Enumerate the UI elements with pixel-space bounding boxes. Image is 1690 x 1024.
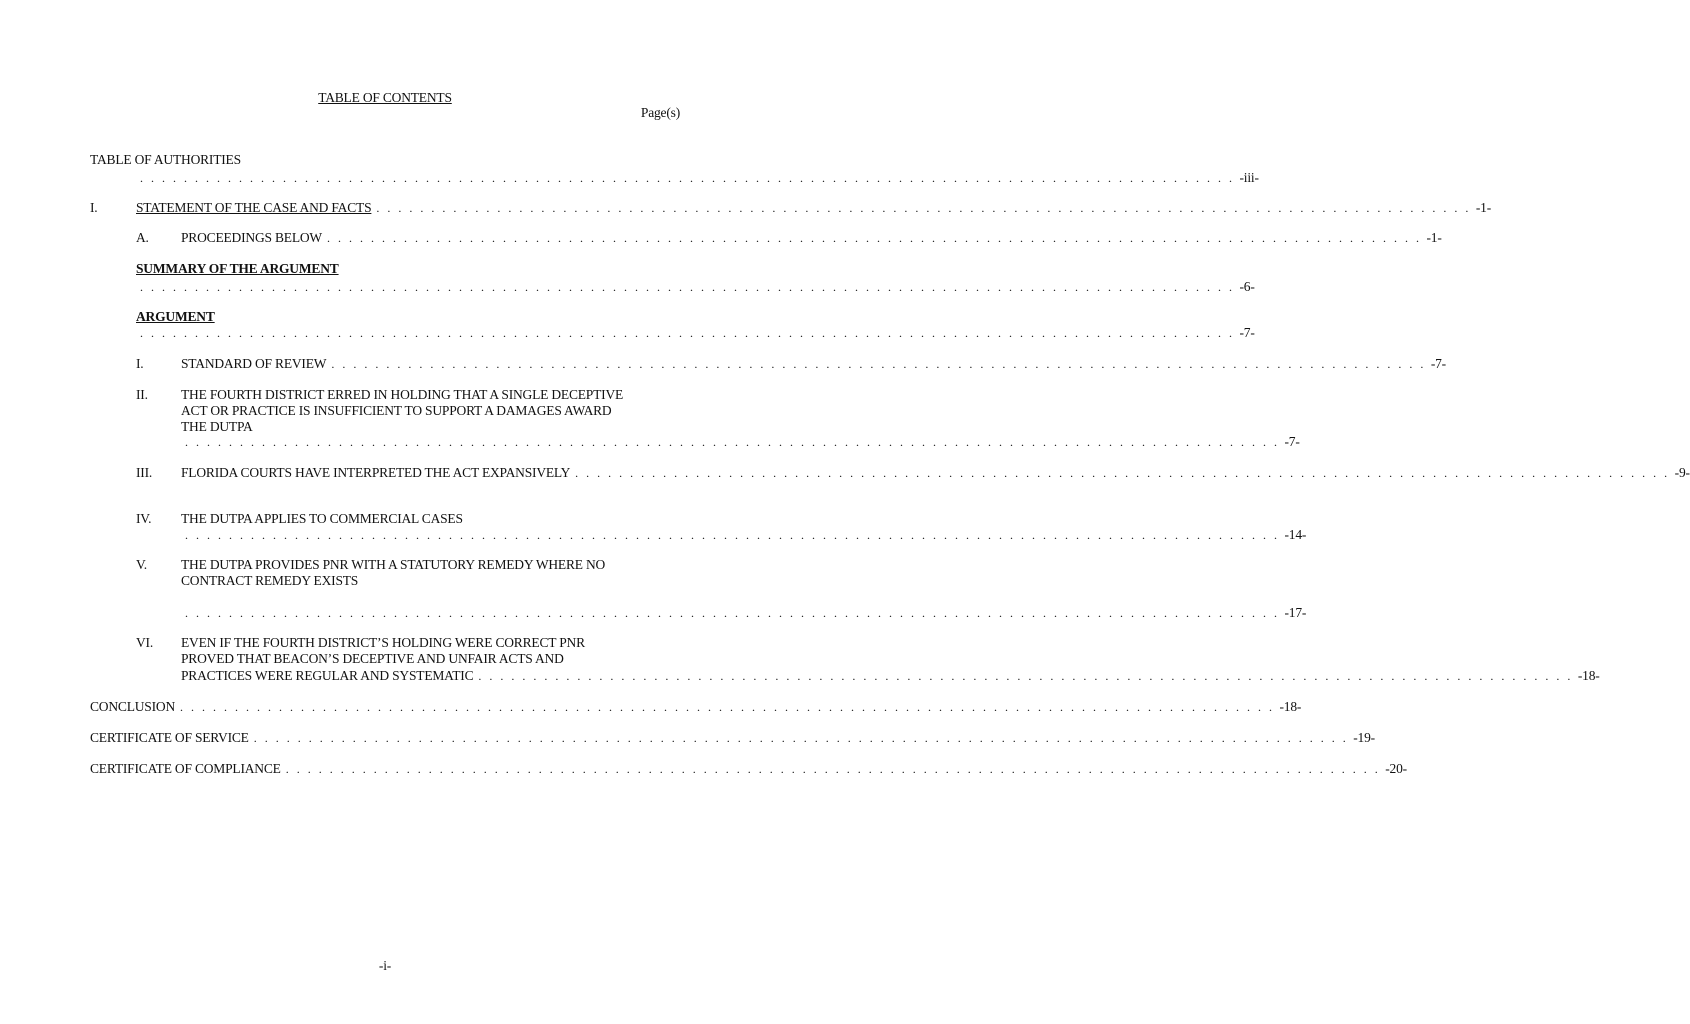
entry-label: CONCLUSION: [90, 699, 176, 714]
entry-label-line: EVEN IF THE FOURTH DISTRICT’S HOLDING WERE CORRECT PNR: [181, 635, 585, 650]
page-number: -iii-: [1239, 170, 1259, 185]
dot-leader: . . . . . . . . . . . . . . . . . . . . . . . . . . . . . . . . . . . . . . . . . . . . . . . . . . . . . . . . . . . . . . . . . . . . . . . . . . . . . . . . . . . . . . . . . . . . . . . . . . . .: [180, 700, 1275, 714]
page-number: -18-: [1577, 668, 1600, 683]
dot-leader: . . . . . . . . . . . . . . . . . . . . . . . . . . . . . . . . . . . . . . . . . . . . . . . . . . . . . . . . . . . . . . . . . . . . . . . . . . . . . . . . . . . . . . . . . . . . . . . . . . . .: [185, 435, 1280, 449]
toc-entry-conclusion: [90, 699, 1302, 715]
page-number: -7-: [1430, 356, 1446, 371]
toc-entry-statement: [136, 200, 1492, 216]
entry-label: CERTIFICATE OF COMPLIANCE: [90, 761, 281, 776]
dot-leader: . . . . . . . . . . . . . . . . . . . . . . . . . . . . . . . . . . . . . . . . . . . . . . . . . . . . . . . . . . . . . . . . . . . . . . . . . . . . . . . . . . . . . . . . . . . . . . . . . . . .: [376, 201, 1471, 215]
toc-entry-service: [90, 730, 1375, 746]
toc-entry-compliance: [90, 761, 1407, 777]
section-number: III.: [136, 465, 153, 480]
toc-entry-proceedings: [181, 230, 1442, 246]
entry-label-line: THE FOURTH DISTRICT ERRED IN HOLDING THAT A SINGLE DECEPTIVE: [181, 387, 624, 402]
dot-leader: . . . . . . . . . . . . . . . . . . . . . . . . . . . . . . . . . . . . . . . . . . . . . . . . . . . . . . . . . . . . . . . . . . . . . . . . . . . . . . . . . . . . . . . . . . . . . . . . . . . .: [331, 357, 1426, 371]
toc-entry-authorities-label: TABLE OF AUTHORITIES: [90, 152, 241, 167]
page-number: -19-: [1353, 730, 1375, 745]
page-number: -20-: [1385, 761, 1407, 776]
page-number: -18-: [1279, 699, 1302, 714]
entry-label-line: THE DUTPA: [181, 419, 253, 434]
pages-column-header: Page(s): [640, 105, 680, 120]
entry-label-line: ACT OR PRACTICE IS INSUFFICIENT TO SUPPORT A DAMAGES AWARD: [181, 403, 612, 418]
entry-label-line: THE DUTPA PROVIDES PNR WITH A STATUTORY REMEDY WHERE NO: [181, 557, 606, 572]
entry-label-line: CONTRACT REMEDY EXISTS: [181, 573, 359, 588]
toc-entry-fourth-label: [181, 387, 623, 435]
section-number: I.: [90, 200, 98, 215]
dot-leader: . . . . . . . . . . . . . . . . . . . . . . . . . . . . . . . . . . . . . . . . . . . . . . . . . . . . . . . . . . . . . . . . . . . . . . . . . . . . . . . . . . . . . . . . . . . . . . . . . . . .: [140, 171, 1235, 185]
entry-label-line: PROVED THAT BEACON’S DECEPTIVE AND UNFAIR ACTS AND: [181, 651, 564, 666]
toc-entry-commercial: [185, 527, 1307, 543]
entry-label: PROCEEDINGS BELOW: [181, 230, 322, 245]
page-number: -7-: [1239, 325, 1255, 340]
entry-label: STATEMENT OF THE CASE AND FACTS: [136, 200, 372, 215]
footer-page-number: -i-: [378, 958, 392, 973]
page-number: -1-: [1475, 200, 1492, 215]
toc-entry-argument: [140, 325, 1255, 341]
toc-entry-authorities: [140, 170, 1259, 186]
section-number: VI.: [136, 635, 154, 650]
section-number: II.: [136, 387, 148, 402]
dot-leader: . . . . . . . . . . . . . . . . . . . . . . . . . . . . . . . . . . . . . . . . . . . . . . . . . . . . . . . . . . . . . . . . . . . . . . . . . . . . . . . . . . . . . . . . . . . . . . . . . . . .: [326, 231, 1422, 245]
toc-entry-summary: [140, 279, 1255, 295]
page-number: -14-: [1284, 527, 1307, 542]
section-number: V.: [136, 557, 147, 572]
toc-title: TABLE OF CONTENTS: [318, 90, 452, 105]
dot-leader: . . . . . . . . . . . . . . . . . . . . . . . . . . . . . . . . . . . . . . . . . . . . . . . . . . . . . . . . . . . . . . . . . . . . . . . . . . . . . . . . . . . . . . . . . . . . . . . . . . . .: [185, 528, 1280, 542]
toc-entry-commercial-label: THE DUTPA APPLIES TO COMMERCIAL CASES: [181, 511, 463, 526]
dot-leader: . . . . . . . . . . . . . . . . . . . . . . . . . . . . . . . . . . . . . . . . . . . . . . . . . . . . . . . . . . . . . . . . . . . . . . . . . . . . . . . . . . . . . . . . . . . . . . . . . . . .: [285, 762, 1381, 776]
page-number: -9-: [1674, 465, 1690, 480]
section-number: I.: [136, 356, 144, 371]
toc-entry-summary-label: SUMMARY OF THE ARGUMENT: [136, 261, 339, 276]
toc-entry-argument-label: ARGUMENT: [136, 309, 215, 324]
dot-leader: . . . . . . . . . . . . . . . . . . . . . . . . . . . . . . . . . . . . . . . . . . . . . . . . . . . . . . . . . . . . . . . . . . . . . . . . . . . . . . . . . . . . . . . . . . . . . . . . . . . .: [478, 669, 1573, 683]
entry-label: CERTIFICATE OF SERVICE: [90, 730, 249, 745]
toc-entry-even-if-label: [181, 635, 585, 667]
toc-entry-remedy-label: [181, 557, 605, 589]
page-number: -17-: [1284, 605, 1307, 620]
toc-entry-standard: [181, 356, 1446, 372]
section-number: A.: [136, 230, 149, 245]
dot-leader: . . . . . . . . . . . . . . . . . . . . . . . . . . . . . . . . . . . . . . . . . . . . . . . . . . . . . . . . . . . . . . . . . . . . . . . . . . . . . . . . . . . . . . . . . . . . . . . . . . . .: [185, 606, 1280, 620]
entry-label: FLORIDA COURTS HAVE INTERPRETED THE ACT EXPANSIVELY: [181, 465, 571, 480]
page-number: -7-: [1284, 434, 1300, 449]
dot-leader: . . . . . . . . . . . . . . . . . . . . . . . . . . . . . . . . . . . . . . . . . . . . . . . . . . . . . . . . . . . . . . . . . . . . . . . . . . . . . . . . . . . . . . . . . . . . . . . . . . . .: [575, 466, 1670, 480]
toc-entry-fourth: [185, 434, 1300, 450]
toc-entry-florida: [181, 465, 1690, 481]
dot-leader: . . . . . . . . . . . . . . . . . . . . . . . . . . . . . . . . . . . . . . . . . . . . . . . . . . . . . . . . . . . . . . . . . . . . . . . . . . . . . . . . . . . . . . . . . . . . . . . . . . . .: [253, 731, 1349, 745]
entry-label: PRACTICES WERE REGULAR AND SYSTEMATIC: [181, 668, 474, 683]
page-number: -6-: [1239, 279, 1255, 294]
entry-label: STANDARD OF REVIEW: [181, 356, 327, 371]
page-number: -1-: [1426, 230, 1442, 245]
dot-leader: . . . . . . . . . . . . . . . . . . . . . . . . . . . . . . . . . . . . . . . . . . . . . . . . . . . . . . . . . . . . . . . . . . . . . . . . . . . . . . . . . . . . . . . . . . . . . . . . . . . .: [140, 280, 1235, 294]
toc-entry-remedy: [185, 605, 1307, 621]
section-number: IV.: [136, 511, 152, 526]
dot-leader: . . . . . . . . . . . . . . . . . . . . . . . . . . . . . . . . . . . . . . . . . . . . . . . . . . . . . . . . . . . . . . . . . . . . . . . . . . . . . . . . . . . . . . . . . . . . . . . . . . . .: [140, 326, 1235, 340]
toc-entry-even-if: [181, 668, 1600, 684]
